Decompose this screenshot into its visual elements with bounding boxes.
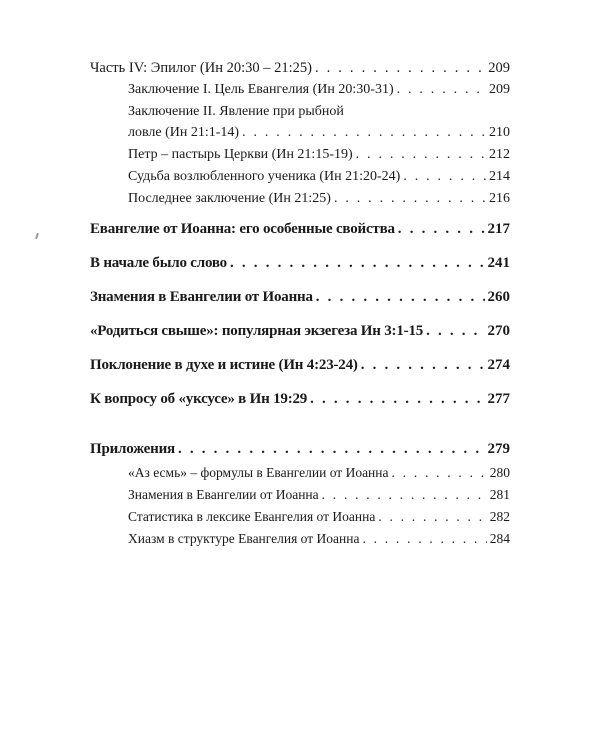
toc-entry-title: Поклонение в духе и истине (Ин 4:23-24): [90, 357, 358, 373]
toc-entry-title: К вопросу об «уксусе» в Ин 19:29: [90, 391, 308, 407]
dot-leader: [242, 125, 486, 141]
toc-page-number: 214: [489, 169, 510, 184]
table-of-contents: [90, 60, 510, 553]
dot-leader: [361, 357, 485, 374]
toc-entry-essay-6[interactable]: [90, 391, 510, 415]
dot-leader: [316, 289, 485, 306]
toc-page-number: 209: [489, 82, 510, 97]
toc-entry-title: Знамения в Евангелии от Иоанна: [90, 289, 313, 305]
toc-page-number: 281: [489, 487, 510, 502]
toc-entry-title: Заключение I. Цель Евангелия (Ин 20:30-31): [128, 82, 394, 97]
toc-page-number: 284: [489, 531, 510, 546]
toc-entry-title: Статистика в лексике Евангелия от Иоанна: [128, 509, 376, 524]
toc-page-number: 216: [489, 191, 510, 206]
dot-leader: [334, 191, 486, 207]
dot-leader: [378, 509, 486, 525]
toc-entry-title: В начале было слово: [90, 255, 227, 271]
toc-entry-title: Последнее заключение (Ин 21:25): [128, 191, 331, 206]
toc-entry-final-conclusion[interactable]: [90, 191, 510, 213]
toc-entry-essay-1[interactable]: [90, 221, 510, 245]
toc-entry-title: «Аз есмь» – формулы в Евангелии от Иоанна: [128, 465, 389, 480]
dot-leader: [356, 147, 486, 163]
toc-page-number: 210: [489, 125, 510, 140]
toc-entry-essay-3[interactable]: [90, 289, 510, 313]
dot-leader: [398, 221, 485, 238]
toc-page-number: 279: [487, 441, 510, 457]
toc-entry-title: Судьба возлюбленного ученика (Ин 21:20-24): [128, 169, 401, 184]
dot-leader: [362, 531, 486, 547]
toc-page-number: 209: [488, 60, 510, 76]
scan-mark: [35, 233, 39, 239]
toc-entry-title-line1: Заключение II. Явление при рыбной: [128, 104, 344, 119]
toc-entry-title: Петр – пастырь Церкви (Ин 21:15-19): [128, 147, 353, 162]
toc-entry-title: «Родиться свыше»: популярная экзегеза Ин 3:1-15: [90, 323, 424, 339]
toc-entry-part4[interactable]: [90, 60, 510, 82]
toc-entry-appendix-3[interactable]: [90, 509, 510, 531]
toc-entry-appendix-2[interactable]: [90, 487, 510, 509]
dot-leader: [310, 391, 484, 408]
toc-entry-conclusion-1[interactable]: [90, 82, 510, 104]
dot-leader: [322, 487, 487, 503]
toc-entry-peter[interactable]: [90, 147, 510, 169]
toc-page-number: 280: [489, 465, 510, 480]
toc-page-number: 260: [487, 289, 510, 305]
toc-entry-essay-4[interactable]: [90, 323, 510, 347]
toc-entry-appendix[interactable]: [90, 441, 510, 465]
dot-leader: [397, 82, 486, 98]
toc-entry-essay-2[interactable]: [90, 255, 510, 279]
dot-leader: [178, 441, 485, 458]
toc-page-number: 282: [489, 509, 510, 524]
toc-entry-title-line2: ловле (Ин 21:1-14): [128, 125, 240, 140]
toc-entry-beloved-disciple[interactable]: [90, 169, 510, 191]
toc-page-number: 274: [487, 357, 510, 373]
dot-leader: [315, 60, 485, 77]
toc-entry-title: Хиазм в структуре Евангелия от Иоанна: [128, 531, 360, 546]
dot-leader: [230, 255, 485, 272]
toc-entry-appendix-4[interactable]: [90, 531, 510, 553]
toc-page-number: 217: [487, 221, 510, 237]
toc-page-number: 277: [487, 391, 510, 407]
dot-leader: [403, 169, 486, 185]
toc-page-number: 270: [487, 323, 510, 339]
toc-page-number: 212: [489, 147, 510, 162]
toc-entry-title: Евангелие от Иоанна: его особенные свойства: [90, 221, 395, 237]
toc-entry-title: Приложения: [90, 441, 175, 457]
toc-page-number: 241: [487, 255, 510, 271]
toc-entry-conclusion-2[interactable]: [90, 104, 510, 147]
toc-entry-title: Знамения в Евангелии от Иоанна: [128, 487, 319, 502]
toc-entry-essay-5[interactable]: [90, 357, 510, 381]
dot-leader: [392, 465, 487, 481]
dot-leader: [426, 323, 484, 340]
toc-entry-title: Часть IV: Эпилог (Ин 20:30 – 21:25): [90, 60, 312, 76]
toc-entry-appendix-1[interactable]: [90, 465, 510, 487]
